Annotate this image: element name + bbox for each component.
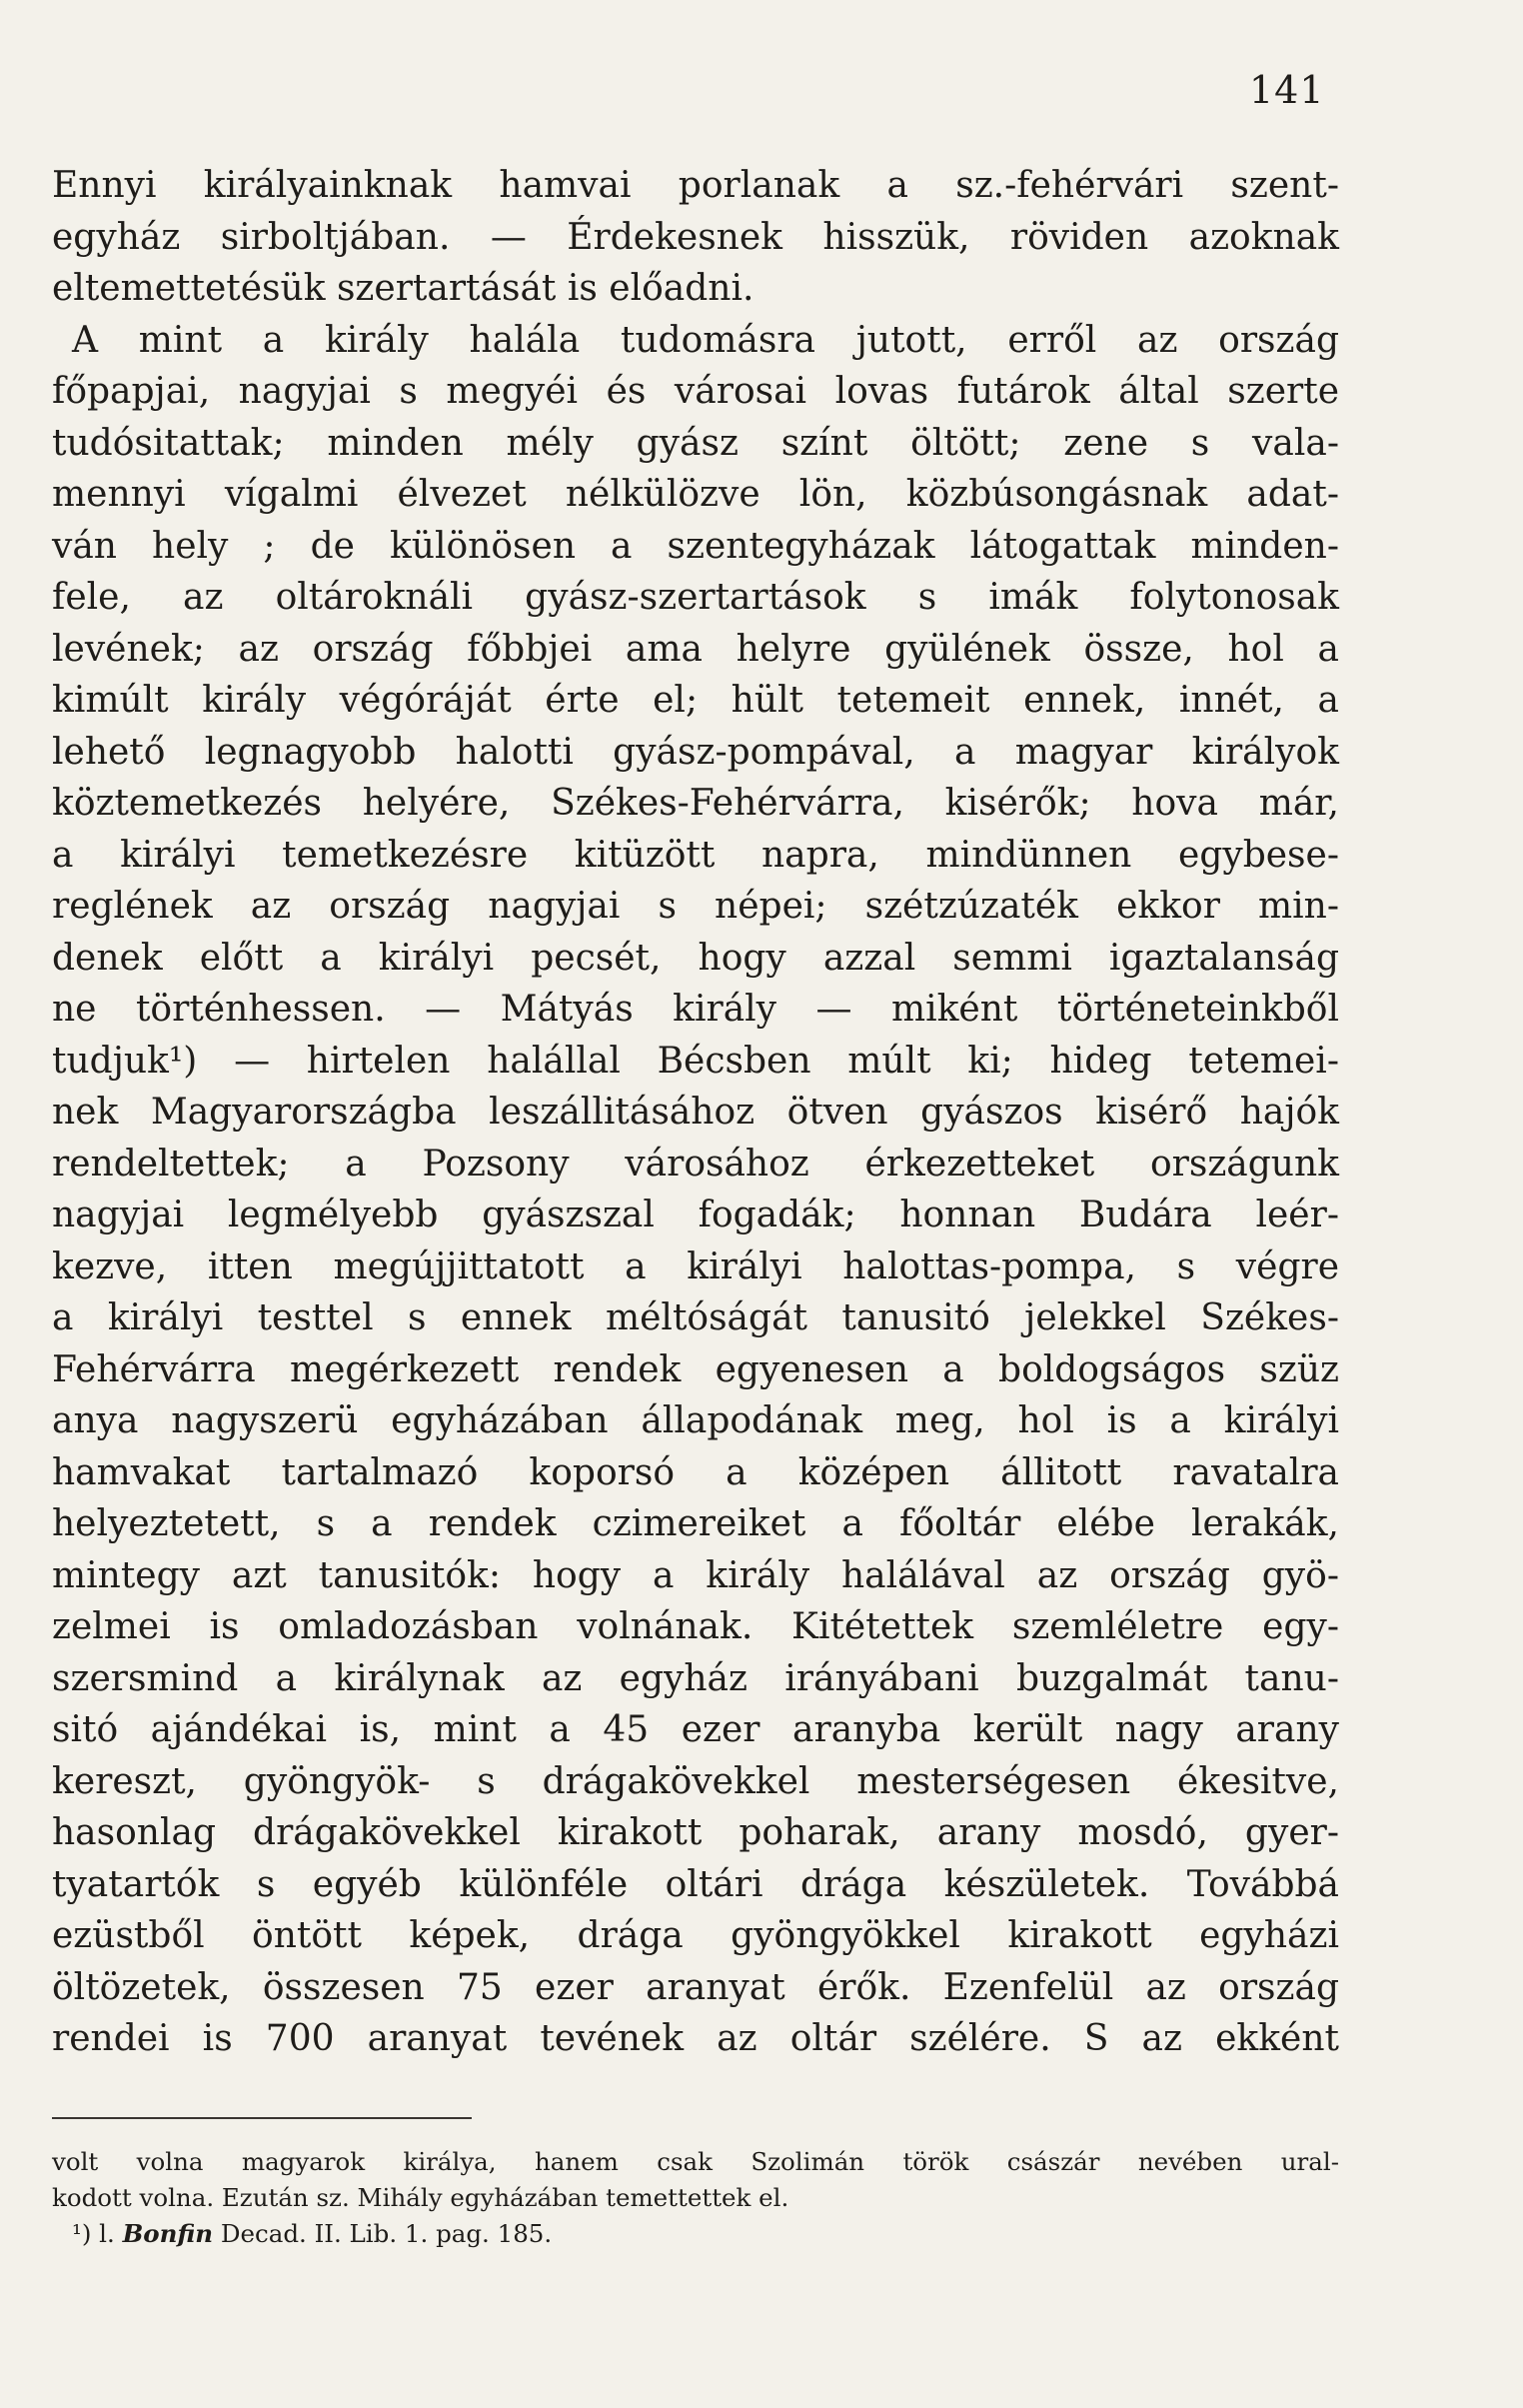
text-line: rendei is 700 aranyat tevének az oltár szélére. S az ekként [52,2018,1339,2059]
text-line: anya nagyszerü egyházában állapodának meg, hol is a királyi [52,1400,1339,1441]
footnote-reference [52,2216,1339,2252]
text-line: levének; az ország főbbjei ama helyre gyülének össze, hol a [52,628,1339,670]
text-line: ezüstből öntött képek, drága gyöngyökkel kirakott egyházi [52,1915,1339,1956]
text-line: helyeztetett, s a rendek czimereiket a főoltár elébe lerakák, [52,1503,1339,1544]
footnote-ref-prefix: l. [91,2219,123,2248]
text-line: főpapjai, nagyjai s megyéi és városai lovas futárok által szerte [52,371,1339,412]
text-line: nek Magyarországba leszállitásához ötven gyászos kisérő hajók [52,1092,1339,1133]
text-line: rendeltettek; a Pozsony városához érkezetteket országunk [52,1143,1339,1185]
text-line: ván hely ; de különösen a szentegyházak látogattak minden- [52,525,1339,567]
text-line: kimúlt király végóráját érte el; hült tetemeit ennek, innét, a [52,680,1339,721]
text-line: eltemettetésük szertartását is előadni. [52,268,755,309]
page-number: 141 [1249,68,1325,112]
text-line: ne történhessen. — Mátyás király — miként történeteinkből [52,989,1339,1030]
text-line: kereszt, gyöngyök- s drágakövekkel mesterségesen ékesitve, [52,1760,1339,1802]
text-line: a királyi testtel s ennek méltóságát tanusitó jelekkel Székes- [52,1297,1339,1338]
text-line: nagyjai legmélyebb gyászszal fogadák; honnan Budára leér- [52,1195,1339,1235]
text-line: hasonlag drágakövekkel kirakott poharak, arany mosdó, gyer- [52,1812,1339,1853]
text-line: tyatartók s egyéb különféle oltári drága készületek. Továbbá [52,1863,1339,1905]
text-line: denek előtt a királyi pecsét, hogy azzal semmi igaztalanság [52,937,1339,979]
text-line: köztemetkezés helyére, Székes-Fehérvárra, kisérők; hova már, [52,783,1339,824]
text-line: A mint a király halála tudomásra jutott, erről az ország [72,319,1339,361]
footnote-author: Bonfin [122,2219,214,2248]
text-line: szersmind a királynak az egyház irányábani buzgalmát tanu- [52,1657,1339,1699]
body-text [52,160,1339,2065]
text-line: mintegy azt tanusitók: hogy a király halálával az ország gyö- [52,1554,1339,1596]
footnote-divider [52,2117,472,2119]
text-line: Fehérvárra megérkezett rendek egyenesen a boldogságos szüz [52,1348,1339,1390]
text-line: tudjuk¹) — hirtelen halállal Bécsben múlt ki; hideg tetemei- [52,1040,1339,1082]
text-line: kezve, itten megújjittatott a királyi halottas-pompa, s végre [52,1245,1339,1287]
footnote-line: kodott volna. Ezután sz. Mihály egyházában temettettek el. [52,2183,789,2212]
text-line: öltözetek, összesen 75 ezer aranyat érők. Ezenfelül az ország [52,1966,1339,2008]
text-line: tudósitattak; minden mély gyász színt öltött; zene s vala- [52,422,1339,464]
text-line: hamvakat tartalmazó koporsó a középen állitott ravatalra [52,1451,1339,1493]
text-line: reglének az ország nagyjai s népei; szétzúzaték ekkor min- [52,886,1339,927]
footnotes [52,2144,1339,2252]
text-line: sitó ajándékai is, mint a 45 ezer aranyba került nagy arany [52,1709,1339,1750]
footnote-line: volt volna magyarok királya, hanem csak Szolimán török császár nevében ural- [52,2147,1339,2176]
footnote-ref-rest: Decad. II. Lib. 1. pag. 185. [213,2219,553,2248]
text-line: Ennyi királyainknak hamvai porlanak a sz.-fehérvári szent- [52,165,1339,206]
text-line: egyház sirboltjában. — Érdekesnek hisszük, röviden azoknak [52,216,1339,258]
text-line: mennyi vígalmi élvezet nélkülözve lön, közbúsongásnak adat- [52,474,1339,515]
footnote-marker: ¹) [72,2219,92,2248]
text-line: a királyi temetkezésre kitüzött napra, mindünnen egybese- [52,834,1339,876]
text-line: fele, az oltároknáli gyász-szertartások s imák folytonosak [52,577,1339,618]
text-line: zelmei is omladozásban volnának. Kitétettek szemléletre egy- [52,1606,1339,1647]
text-line: lehető legnagyobb halotti gyász-pompával, a magyar királyok [52,731,1339,773]
